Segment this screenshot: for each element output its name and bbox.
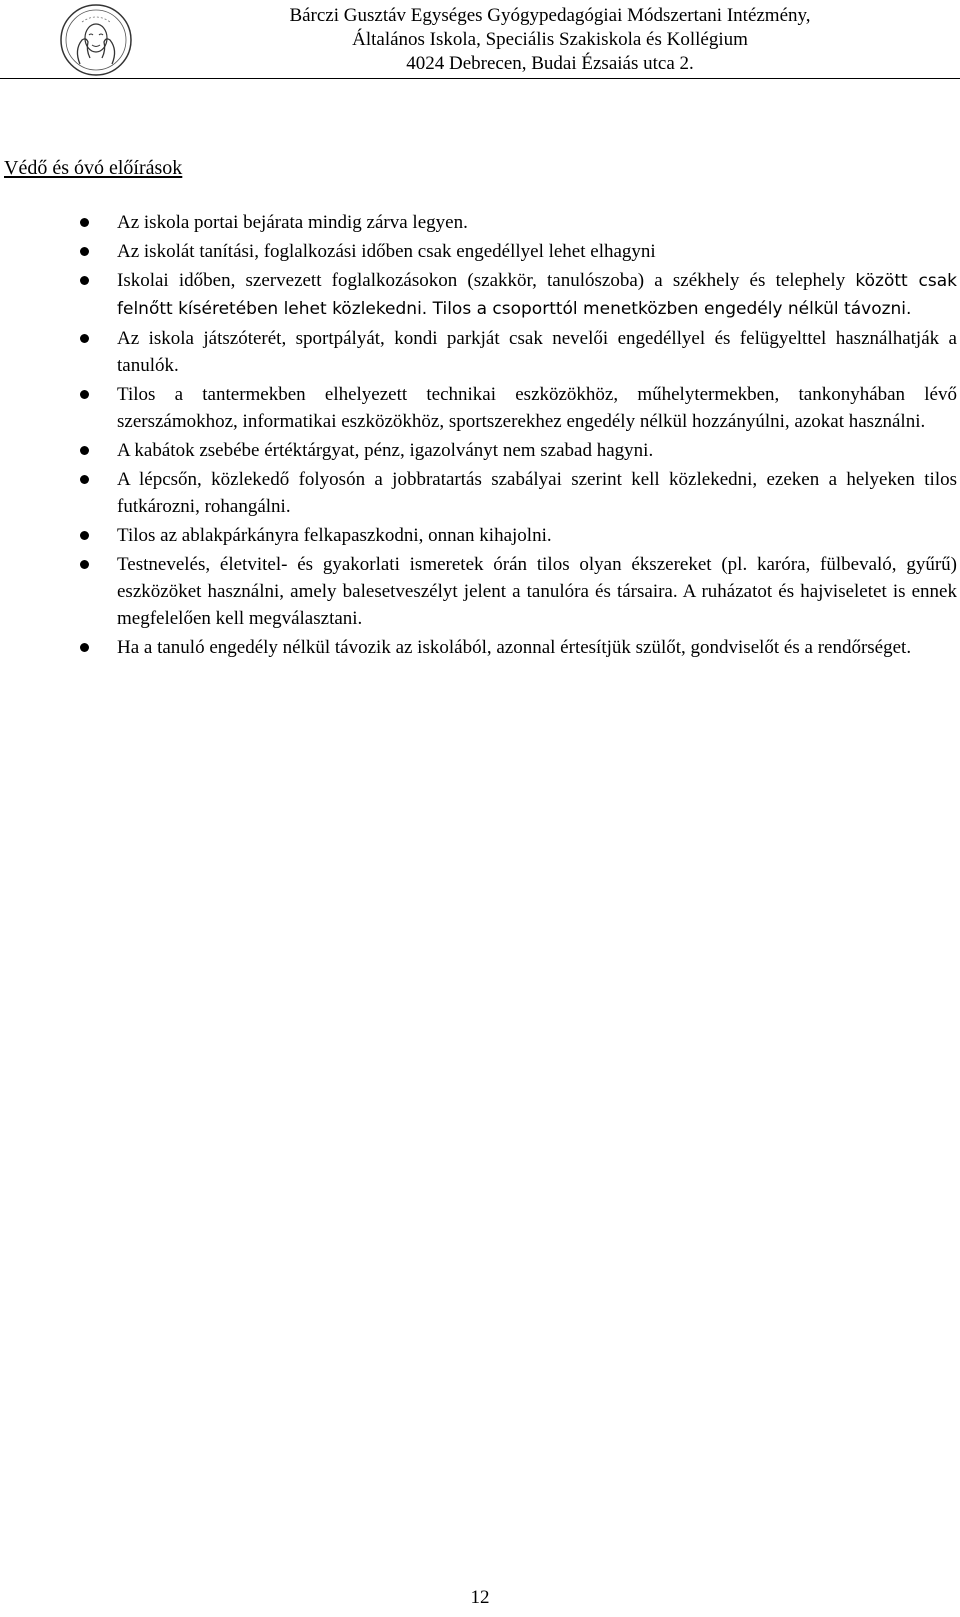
page-number: 12: [470, 1587, 490, 1608]
header-divider: [0, 78, 960, 79]
list-item-text: Az iskola portai bejárata mindig zárva legyen.: [117, 212, 468, 233]
list-item: [0, 238, 957, 265]
section-title: Védő és óvó előírások: [4, 157, 183, 179]
list-item: [0, 267, 957, 323]
list-item-text: Tilos a tantermekben elhelyezett technikai eszközökhöz, műhelytermekben, tankonyhában lévő szerszámokhoz, informatikai eszközökhöz, sportszerekhez engedély nélkül hozzányúlni, azokat használni.: [117, 384, 957, 432]
list-item-text: Testnevelés, életvitel- és gyakorlati ismeretek órán tilos olyan ékszereket (pl. karóra, fülbevaló, gyűrű) eszközöket használni, amely balesetveszélyt jelent a tanulóra és társaira. A ruházatot és hajviseletet is ennek megfelelően kell megválasztani.: [117, 554, 957, 629]
bullet-icon: [80, 247, 89, 256]
bullet-icon: [80, 643, 89, 652]
list-item: [0, 325, 957, 379]
list-item: [0, 634, 957, 661]
rules-list: [0, 209, 960, 663]
institution-subtitle: Általános Iskola, Speciális Szakiskola és Kollégium: [352, 29, 748, 50]
bullet-icon: [80, 560, 89, 569]
list-item-text: Az iskola játszóterét, sportpályát, kondi parkját csak nevelői engedéllyel és felügyelttel használhatják a tanulók.: [117, 328, 957, 376]
list-item: [0, 209, 957, 236]
school-logo-face-hands-icon: [58, 2, 134, 78]
list-item-text: A kabátok zsebébe értéktárgyat, pénz, igazolványt nem szabad hagyni.: [117, 440, 654, 461]
list-item-text-continued: között csak felnőtt kíséretében lehet közlekedni. Tilos a csoporttól menetközben engedély nélkül távozni.: [117, 271, 958, 319]
bullet-icon: [80, 446, 89, 455]
bullet-icon: [80, 276, 89, 285]
list-item-text: A lépcsőn, közlekedő folyosón a jobbratartás szabályai szerint kell közlekedni, ezeken a helyeken tilos futkározni, rohangálni.: [117, 469, 957, 517]
bullet-icon: [80, 475, 89, 484]
bullet-icon: [80, 390, 89, 399]
bullet-icon: [80, 531, 89, 540]
list-item-text: Iskolai időben, szervezett foglalkozásokon (szakkör, tanulószoba) a székhely és telephely: [117, 270, 846, 291]
bullet-icon: [80, 218, 89, 227]
list-item-text: Ha a tanuló engedély nélkül távozik az iskolából, azonnal értesítjük szülőt, gondviselőt és a rendőrséget.: [117, 637, 912, 658]
list-item: [0, 437, 957, 464]
list-item: [0, 551, 957, 632]
list-item: [0, 381, 957, 435]
page-header: [0, 0, 960, 82]
list-item-text: Az iskolát tanítási, foglalkozási időben csak engedéllyel lehet elhagyni: [117, 241, 656, 262]
list-item: [0, 466, 957, 520]
institution-header: [140, 4, 960, 76]
list-item: [0, 522, 957, 549]
institution-name: Bárczi Gusztáv Egységes Gyógypedagógiai Módszertani Intézmény,: [289, 5, 811, 26]
bullet-icon: [80, 334, 89, 343]
institution-address: 4024 Debrecen, Budai Ézsaiás utca 2.: [406, 53, 694, 74]
list-item-text: Tilos az ablakpárkányra felkapaszkodni, onnan kihajolni.: [117, 525, 552, 546]
